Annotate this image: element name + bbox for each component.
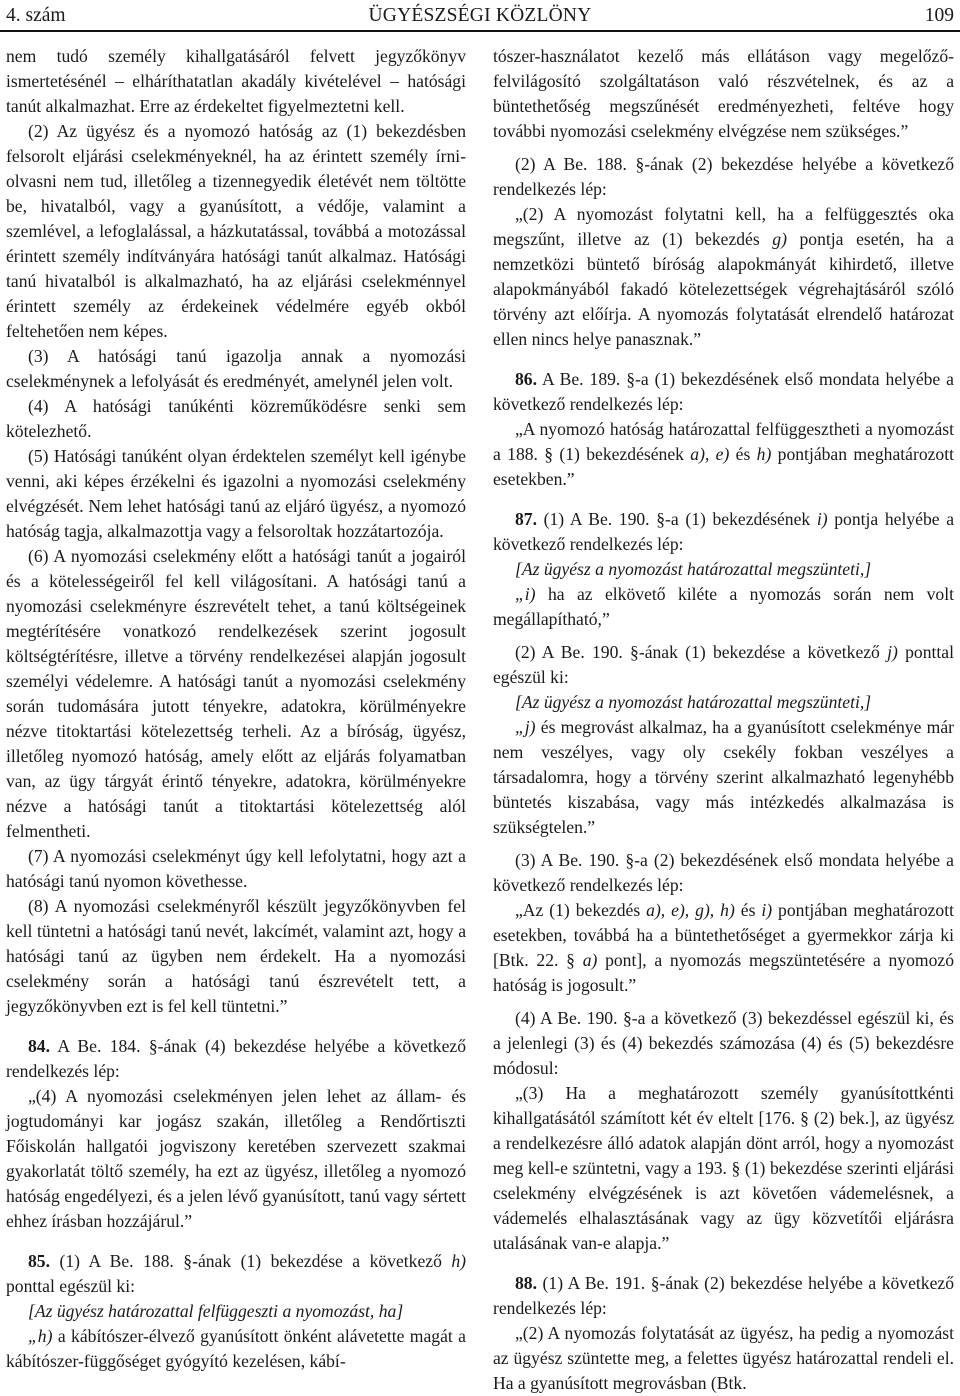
section-number: 86. [515,369,537,389]
quoted-provision: „h) a kábítószer-élvező gyanúsított önként alávetette magát a kábítószer-függőséget gyógyító kezelésen, kábí- [6,1326,466,1371]
paragraph: (6) A nyomozási cselekmény előtt a hatósági tanút a jogairól és a kötelességeiről fel kell világosítani. A hatósági tanú a nyomozási cselekményre észrevételt tehet, a tanú költségeinek megtérítésére vonatkozó rendelkezések szerint jogosult költségtérítésre, illetve a törvény rendelkezései alapján jogosult személyi védelemre. A hatósági tanút a nyomozási cselekmény során tudomására jutott tényekre, adatokra, körülményekre nézve titoktartási kötelezettség terheli. Az a bíróság, ügyész, illetőleg nyomozó hatóság, amely előtt az eljárás folyamatban van, az ügy tárgyát érintő tényekre, adatokra, körülményekre nézve a hatósági tanút a titoktartási kötelezettség alól felmentheti. [6,546,466,841]
right-column [493,44,954,1396]
section-85: 85. (1) A Be. 188. §-ának (1) bekezdése a következő h) ponttal egészül ki: [6,1251,466,1296]
paragraph: (4) A Be. 190. §-a a következő (3) bekezdéssel egészül ki, és a jelenlegi (3) és (4) bekezdés számozása (4) és (5) bekezdésre módosul: [493,1008,954,1078]
header-rule [0,30,960,32]
quoted-provision: „j) és megrovást alkalmaz, ha a gyanúsított cselekménye már nem veszélyes, vagy oly csekély fokban veszélyes a társadalomra, hogy a törvény szerint alkalmazható legenyhébb büntetés kiszabása, vagy más intézkedés alkalmazása is szükségtelen.” [493,717,954,837]
paragraph: (2) A Be. 190. §-ának (1) bekezdése a következő j) ponttal egészül ki: [493,642,954,687]
section-86: 86. A Be. 189. §-a (1) bekezdésének első mondata helyébe a következő rendelkezés lép: [493,369,954,414]
left-column [6,44,466,1374]
paragraph: (4) A hatósági tanúkénti közreműködésre senki sem kötelezhető. [6,396,466,441]
paragraph: (2) A Be. 188. §-ának (2) bekezdése helyébe a következő rendelkezés lép: [493,154,954,199]
section-number: 88. [515,1273,537,1293]
paragraph: (7) A nyomozási cselekményt úgy kell lefolytatni, hogy azt a hatósági tanú nyomon követhesse. [6,846,466,891]
paragraph: (2) Az ügyész és a nyomozó hatóság az (1) bekezdésben felsorolt eljárási cselekményeknél, ha az érintett személy írni-olvasni nem tud, illetőleg a tizennegyedik életévét nem töltötte be, hivatalból, vagy a gyanúsított, a védője, valamint a szemlével, a lefoglalással, a házkutatással, továbbá a motozással érintett személy indítványára hatósági tanút alkalmaz. Hatósági tanú hivatalból is alkalmazható, ha az eljárási cselekménnyel érintett személy az érdekeinek védelmére egyéb okból feltehetően nem képes. [6,121,466,341]
bracketed-context: [Az ügyész a nyomozást határozattal megszünteti,] [515,559,872,579]
quoted-provision: „A nyomozó hatóság határozattal felfüggesztheti a nyomozást a 188. § (1) bekezdésének a), e) és h) pontjában meghatározott esetekben.” [493,419,955,489]
paragraph: nem tudó személy kihallgatásáról felvett jegyzőkönyv ismertetésénél – elháríthatatlan akadály kivételével – hatósági tanút alkalmazhat. Erre az érdekeltet figyelmeztetni kell. [6,46,466,116]
page-number: 109 [924,5,954,26]
section-88: 88. (1) A Be. 191. §-ának (2) bekezdése helyébe a következő rendelkezés lép: [493,1273,954,1318]
section-number: 85. [28,1251,50,1271]
paragraph: (5) Hatósági tanúként olyan érdektelen személyt kell igénybe venni, aki képes érzékelni és igazolni a nyomozási cselekmény elvégzését. Nem lehet hatósági tanú az eljáró ügyész, a nyomozó hatóság tagja, alkalmazottja vagy a felsoroltak hozzátartozója. [6,446,466,541]
section-87: 87. (1) A Be. 190. §-a (1) bekezdésének i) pontja helyébe a következő rendelkezés lép: [493,509,954,554]
page-header [0,0,960,30]
bracketed-context: [Az ügyész határozattal felfüggeszti a nyomozást, ha] [28,1301,404,1321]
quoted-provision: „i) ha az elkövető kiléte a nyomozás során nem volt megállapítható,” [493,584,954,629]
paragraph: tószer-használatot kezelő más ellátáson vagy megelőző-felvilágosító szolgáltatáson való részvételnek, és az a büntethetőség megszűnését eredményezheti, feltéve hogy további nyomozási cselekmény elvégzése nem szükséges.” [493,46,954,141]
quoted-provision: „(2) A nyomozás folytatását az ügyész, ha pedig a nyomozást az ügyész szüntette meg, a felettes ügyész határozattal rendeli el. Ha a gyanúsított megrovásban (Btk. [493,1323,954,1393]
quoted-provision: „(2) A nyomozást folytatni kell, ha a felfüggesztés oka megszűnt, illetve az (1) bekezdés g) pontja esetén, ha a nemzetközi büntető bíróság alapokmányát kihirdető, illetve alapokmányából fakadó kötelezettségek végrehajtásáról szóló törvény azt előírja. A nyomozás folytatását elrendelő határozat ellen nincs helye panasznak.” [493,204,954,349]
paragraph: (8) A nyomozási cselekményről készült jegyzőkönyvben fel kell tüntetni a hatósági tanú nevét, lakcímét, valamint azt, hogy a hatósági tanú az ügyben nem érdekelt. Ha a nyomozási cselekmény során a hatósági tanú észrevételt tett, a jegyzőkönyvben ezt is fel kell tüntetni.” [6,896,466,1016]
quoted-provision: „Az (1) bekezdés a), e), g), h) és i) pontjában meghatározott esetekben, továbbá ha a büntethetőséget a gyermekkor zárja ki [Btk. 22. § a) pont], a nyomozás megszüntetésére a nyomozó hatóság is jogosult.” [493,900,955,995]
quoted-provision: „(3) Ha a meghatározott személy gyanúsítottkénti kihallgatásától számított két év eltelt [176. § (2) bek.], az ügyész a rendelkezésre álló adatok alapján dönt arról, hogy a nyomozást meg kell-e szüntetni, vagy a 193. § (1) bekezdése szerinti eljárási cselekmény elvégzésének is azt követően vádemelésnek, a vádemelés elhalasztásának vagy az ügy közvetítői eljárásra utalásának van-e alapja.” [493,1083,954,1253]
paragraph: (3) A Be. 190. §-a (2) bekezdésének első mondata helyébe a következő rendelkezés lép: [493,850,954,895]
journal-title: ÜGYÉSZSÉGI KÖZLÖNY [368,5,592,26]
paragraph: (3) A hatósági tanú igazolja annak a nyomozási cselekménynek a lefolyását és eredményét, amelynél jelen volt. [6,346,466,391]
bracketed-context: [Az ügyész a nyomozást határozattal megszünteti,] [515,692,872,712]
section-84: 84. A Be. 184. §-ának (4) bekezdése helyébe a következő rendelkezés lép: [6,1036,466,1081]
section-number: 84. [28,1036,50,1056]
quoted-provision: „(4) A nyomozási cselekményen jelen lehet az állam- és jogtudományi kar jogász szakán, illetőleg a Rendőrtiszti Főiskolán hallgatói jogviszony keretében szervezett szakmai gyakorlatát töltő személy, ha ezt az ügyész, illetőleg a nyomozó hatóság engedélyezi, és a jelen lévő gyanúsított, tanú vagy sértett ehhez írásban hozzájárul.” [6,1086,466,1231]
issue-number: 4. szám [6,5,66,26]
section-number: 87. [515,509,537,529]
